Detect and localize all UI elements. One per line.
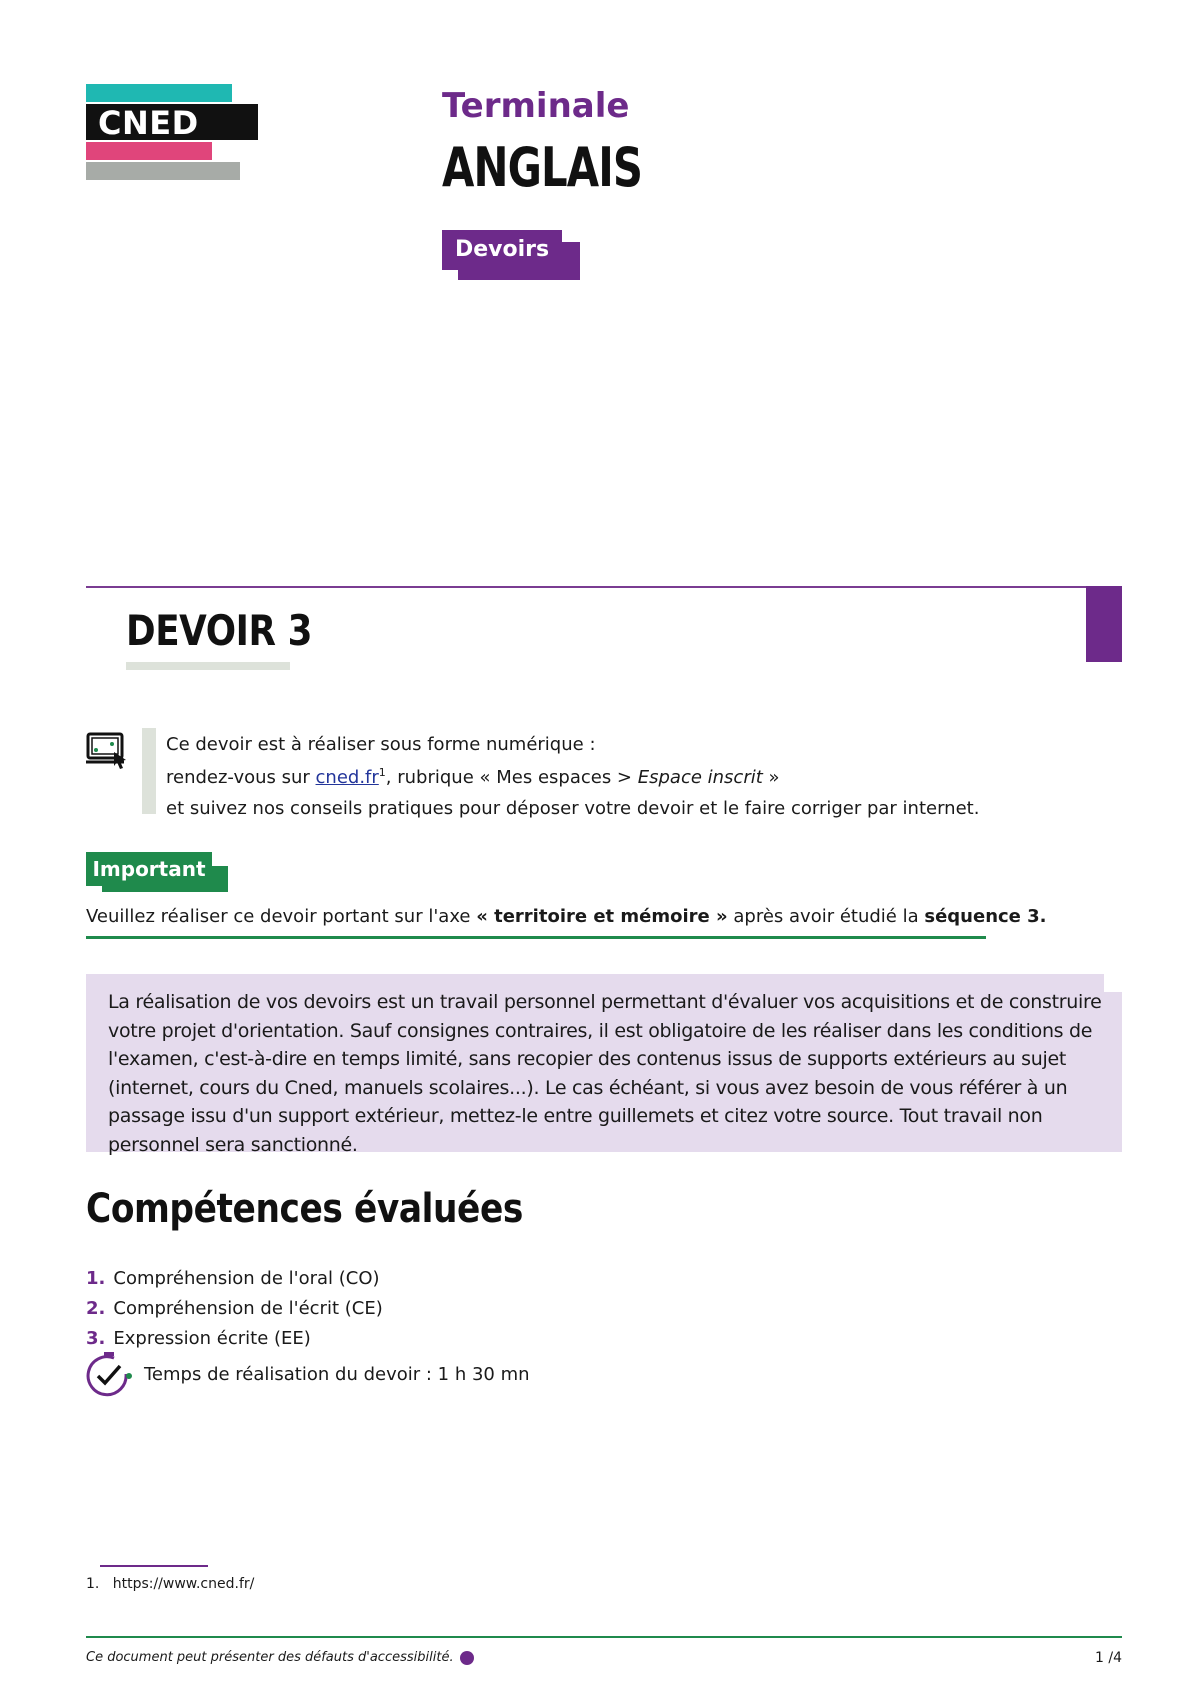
section-rule (86, 586, 1120, 588)
stopwatch-check-icon (84, 1352, 134, 1400)
footnote (86, 1576, 254, 1592)
competence-item (86, 1268, 380, 1289)
competence-label: Compréhension de l'oral (CO) (113, 1268, 380, 1289)
footer-accessibility-note (86, 1650, 474, 1665)
important-underline (86, 936, 986, 939)
footnote-ref[interactable]: 1 (378, 766, 386, 779)
logo-teal-bar (86, 84, 232, 102)
devoir-title-underline (126, 662, 290, 670)
footer-text: Ce document peut présenter des défauts d'accessibilité. (86, 1650, 454, 1665)
numeric-info-bar (142, 728, 156, 814)
numeric-line-2-prefix: rendez-vous sur (166, 767, 316, 788)
important-text (86, 906, 1047, 927)
competence-label: Expression écrite (EE) (113, 1328, 311, 1349)
numeric-line-3: et suivez nos conseils pratiques pour déposer votre devoir et le faire corriger par internet. (166, 798, 980, 819)
competence-num: 3. (86, 1328, 106, 1349)
footnote-url[interactable]: https://www.cned.fr/ (112, 1576, 255, 1592)
competence-item (86, 1328, 311, 1349)
accessibility-dot-icon (460, 1651, 474, 1665)
logo-pink-bar (86, 142, 212, 160)
numeric-line-1: Ce devoir est à réaliser sous forme numérique : (166, 734, 596, 755)
numeric-line-2-suffix: » (762, 767, 780, 788)
notice-text: La réalisation de vos devoirs est un travail personnel permettant d'évaluer vos acquisitions et de construire votre projet d'orientation. Sauf consignes contraires, il est obligatoire de les réaliser dans les conditions de l'examen, c'est-à-dire en temps limité, sans recopier des contenus issus de supports extérieurs au sujet (internet, cours du Cned, manuels scolaires...). Le cas échéant, si vous avez besoin de vous référer à un passage issu d'un support extérieur, mettez-le entre guillemets et citez votre source. Tout travail non personnel sera sanctionné. (108, 991, 1102, 1156)
cned-link[interactable]: cned.fr (315, 767, 379, 788)
logo-gray-bar (86, 162, 240, 180)
time-text: Temps de réalisation du devoir : 1 h 30 mn (144, 1364, 530, 1385)
numeric-line-2 (166, 766, 780, 788)
footer-rule (86, 1636, 1122, 1638)
espace-inscrit-text: Espace inscrit (637, 767, 763, 788)
numeric-line-2-mid: , rubrique « Mes espaces > (385, 767, 638, 788)
important-text-a: Veuillez réaliser ce devoir portant sur l'axe (86, 906, 477, 927)
section-side-block (1086, 586, 1122, 662)
devoirs-tag: Devoirs (442, 230, 562, 270)
competence-num: 2. (86, 1298, 106, 1319)
competence-num: 1. (86, 1268, 106, 1289)
level-title: Terminale (442, 86, 630, 126)
important-sequence: séquence 3. (924, 906, 1047, 927)
footnote-rule (100, 1565, 208, 1567)
important-axe: « territoire et mémoire » (476, 906, 728, 927)
competence-item (86, 1298, 383, 1319)
subject-title: ANGLAIS (442, 136, 643, 199)
important-tag: Important (86, 852, 212, 886)
computer-cursor-icon (86, 730, 130, 774)
competence-label: Compréhension de l'écrit (CE) (113, 1298, 383, 1319)
page-number: 1 /4 (1095, 1650, 1122, 1666)
logo-text: CNED (98, 104, 199, 142)
footnote-num: 1. (86, 1576, 100, 1592)
competences-title: Compétences évaluées (86, 1186, 523, 1232)
devoir-title: DEVOIR 3 (126, 606, 313, 655)
important-text-b: après avoir étudié la (727, 906, 925, 927)
